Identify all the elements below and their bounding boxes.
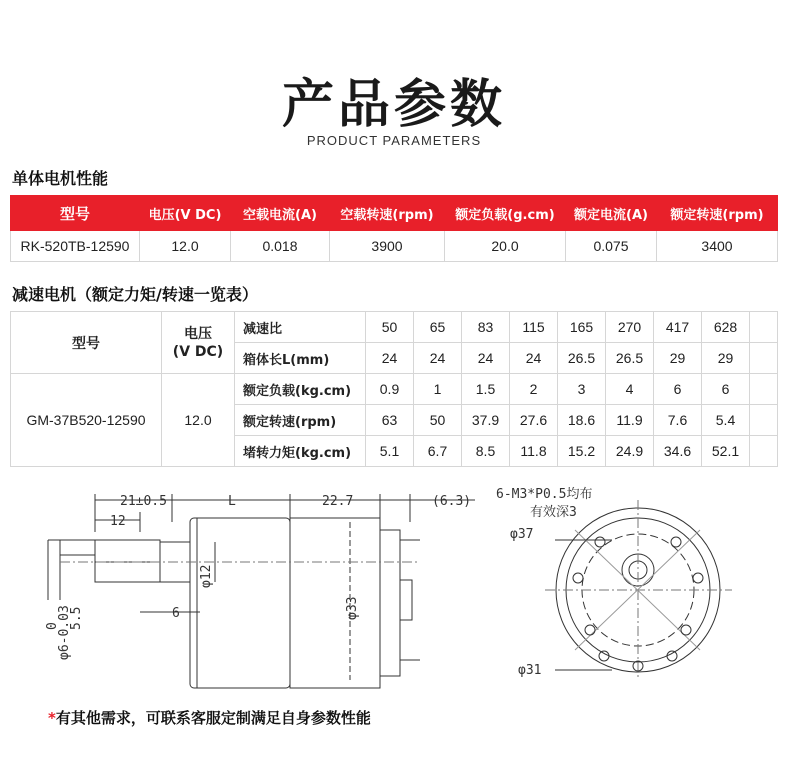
table-cell: 7.6 xyxy=(654,405,702,436)
dim-6-3: (6.3) xyxy=(432,494,472,509)
table-cell: 24 xyxy=(462,343,510,374)
table-row xyxy=(11,374,778,405)
dim-shaft-top: 0 xyxy=(45,622,60,630)
table-cell: 52.1 xyxy=(702,436,750,467)
table-header-row xyxy=(11,196,778,231)
table-cell: 5.4 xyxy=(702,405,750,436)
thread-note: 6-M3*P0.5均布 xyxy=(496,487,593,502)
dim-phi31: φ31 xyxy=(518,663,542,678)
table-cell: 50 xyxy=(414,405,462,436)
dim-phi37: φ37 xyxy=(510,527,534,542)
table-row xyxy=(11,231,778,262)
model-value: GM-37B520-12590 xyxy=(11,374,162,467)
dim-phi12: φ12 xyxy=(199,564,214,588)
table-cell: 3400 xyxy=(657,231,778,262)
table-cell: 18.6 xyxy=(558,405,606,436)
table-cell: 37.9 xyxy=(462,405,510,436)
table-cell: 6.7 xyxy=(414,436,462,467)
dim-22-7: 22.7 xyxy=(322,494,354,509)
table-cell: 27.6 xyxy=(510,405,558,436)
table-cell: 12.0 xyxy=(140,231,231,262)
page-title: 产品参数 xyxy=(281,75,506,135)
column-header: 额定电流(A) xyxy=(566,196,657,231)
table-cell: 0.018 xyxy=(231,231,330,262)
row-label: 减速比 xyxy=(235,312,366,343)
row-label: 堵转力矩(kg.cm) xyxy=(235,436,366,467)
model-header: 型号 xyxy=(11,312,162,374)
table-cell: 83 xyxy=(462,312,510,343)
table-cell-empty xyxy=(750,374,778,405)
table-cell: 6 xyxy=(654,374,702,405)
table-cell: 11.8 xyxy=(510,436,558,467)
column-header: 型号 xyxy=(11,196,140,231)
table-cell: 11.9 xyxy=(606,405,654,436)
table-cell: 65 xyxy=(414,312,462,343)
dim-shaft: φ6-0.03 xyxy=(57,605,72,660)
table-cell: 0.075 xyxy=(566,231,657,262)
table-cell: 50 xyxy=(366,312,414,343)
page-subtitle: PRODUCT PARAMETERS xyxy=(306,133,482,148)
dim-phi33: φ33 xyxy=(345,596,360,620)
table-cell-empty xyxy=(750,312,778,343)
column-header: 额定负载(g.cm) xyxy=(445,196,566,231)
dimension-drawing xyxy=(0,480,788,695)
table-cell: 628 xyxy=(702,312,750,343)
table-cell: 15.2 xyxy=(558,436,606,467)
table-cell: 1.5 xyxy=(462,374,510,405)
table-cell: 115 xyxy=(510,312,558,343)
row-label: 箱体长L(mm) xyxy=(235,343,366,374)
table-cell: 4 xyxy=(606,374,654,405)
note-star: * xyxy=(48,709,56,727)
table-cell: 24.9 xyxy=(606,436,654,467)
depth-note: 有效深3 xyxy=(530,505,577,520)
single-motor-table xyxy=(10,195,778,262)
footer-note xyxy=(48,707,371,728)
table-cell: 1 xyxy=(414,374,462,405)
table-cell: 8.5 xyxy=(462,436,510,467)
column-header: 空载转速(rpm) xyxy=(330,196,445,231)
table-cell: 417 xyxy=(654,312,702,343)
table-cell-empty xyxy=(750,436,778,467)
table-cell: 5.1 xyxy=(366,436,414,467)
column-header: 电压(V DC) xyxy=(140,196,231,231)
table-cell: 3900 xyxy=(330,231,445,262)
table-cell: 3 xyxy=(558,374,606,405)
table-cell: 26.5 xyxy=(558,343,606,374)
table-cell: 6 xyxy=(702,374,750,405)
table-cell: 34.6 xyxy=(654,436,702,467)
table-cell: 29 xyxy=(654,343,702,374)
dim-12: 12 xyxy=(110,514,126,529)
row-label: 额定负载(kg.cm) xyxy=(235,374,366,405)
table-cell: 24 xyxy=(366,343,414,374)
dim-21: 21±0.5 xyxy=(120,494,167,509)
table-cell: 270 xyxy=(606,312,654,343)
gear-motor-table xyxy=(10,311,778,467)
table-cell: RK-520TB-12590 xyxy=(11,231,140,262)
dim-L: L xyxy=(228,494,236,509)
single-motor-heading: 单体电机性能 xyxy=(12,169,109,188)
table-cell: 29 xyxy=(702,343,750,374)
table-cell-empty xyxy=(750,343,778,374)
front-view-drawing xyxy=(545,500,732,680)
table-cell: 2 xyxy=(510,374,558,405)
voltage-value: 12.0 xyxy=(162,374,235,467)
table-cell-empty xyxy=(750,405,778,436)
gear-motor-heading: 减速电机（额定力矩/转速一览表） xyxy=(12,285,258,304)
table-cell: 26.5 xyxy=(606,343,654,374)
column-header: 额定转速(rpm) xyxy=(657,196,778,231)
table-cell: 20.0 xyxy=(445,231,566,262)
dim-5-5: 5.5 xyxy=(69,606,84,630)
table-cell: 63 xyxy=(366,405,414,436)
voltage-header: 电压 (V DC) xyxy=(162,312,235,374)
table-cell: 24 xyxy=(510,343,558,374)
table-cell: 165 xyxy=(558,312,606,343)
table-cell: 24 xyxy=(414,343,462,374)
table-cell: 0.9 xyxy=(366,374,414,405)
note-text: 有其他需求，可联系客服定制满足自身参数性能 xyxy=(55,709,371,727)
dim-6: 6 xyxy=(172,606,180,621)
table-row xyxy=(11,312,778,343)
column-header: 空载电流(A) xyxy=(231,196,330,231)
row-label: 额定转速(rpm) xyxy=(235,405,366,436)
